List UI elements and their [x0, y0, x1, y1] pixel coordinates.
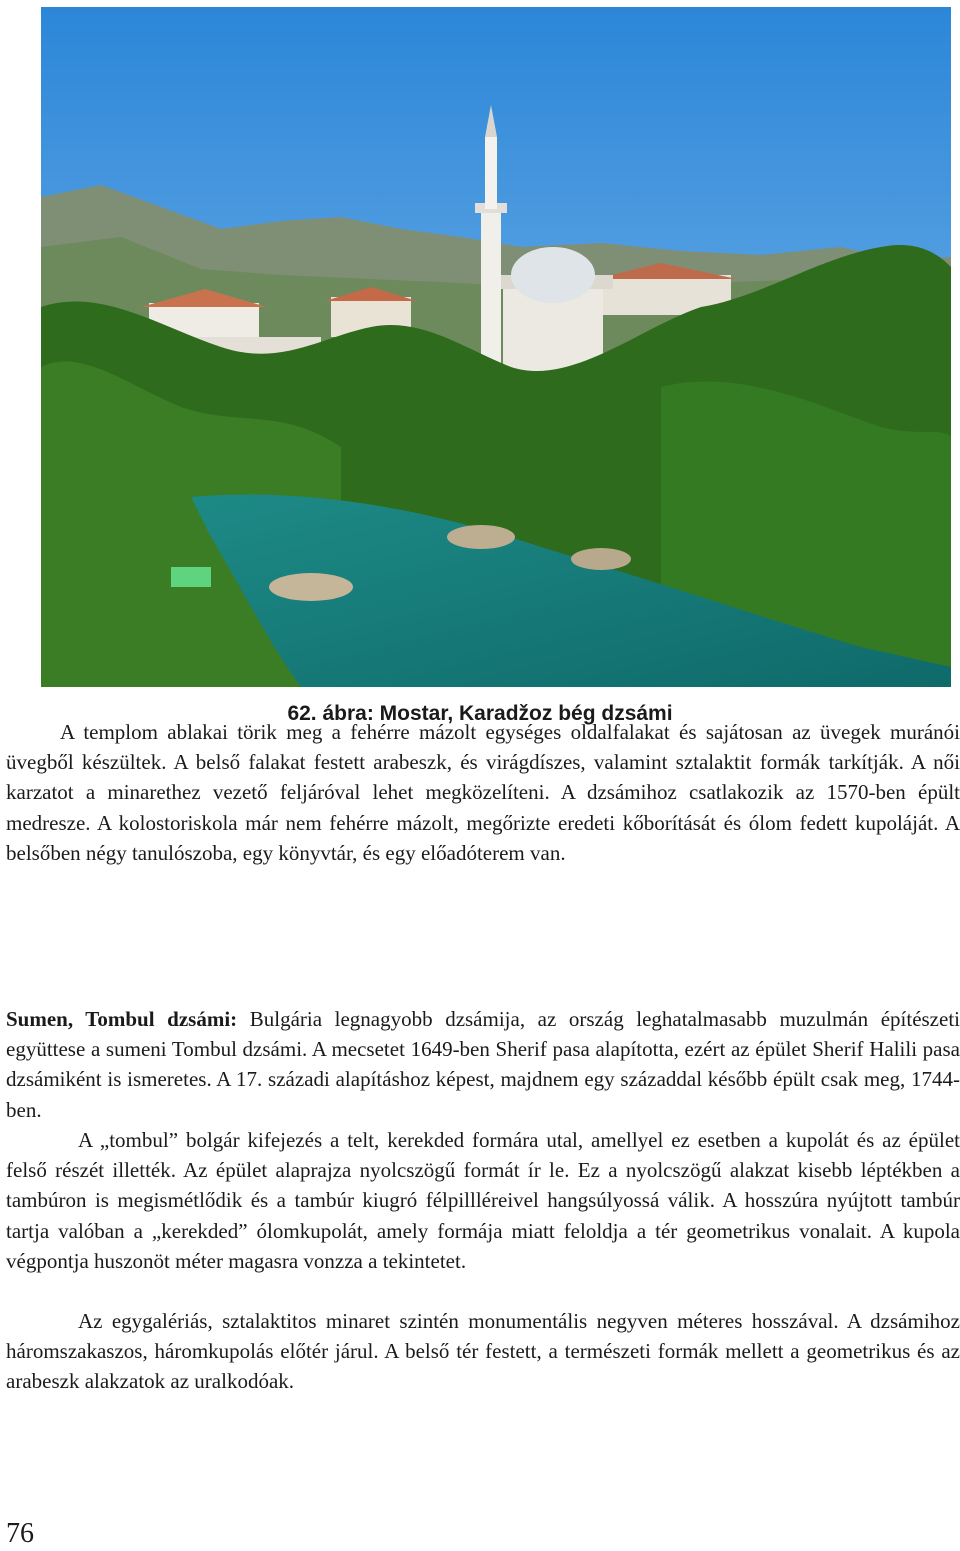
- paragraph-mosque-description: A templom ablakai törik meg a fehérre mázolt egységes oldalfalakat és sajátosan az üvegek muránói üvegből készültek. A belső falakat festett arabeszk, és virágdíszes, valamint sztalaktit formák tarkítják. A női karzatot a minarethez vezető feljáróval lehet megközelíteni. A dzsámihoz csatlakozik az 1570-ben épült medresze. A kolostoriskola már nem fehérre mázolt, megőrizte eredeti kőborítását és ólom fedett kupoláját. A belsőben négy tanulószoba, egy könyvtár, és egy előadóterem van.: [6, 720, 960, 865]
- photo-illustration: [41, 7, 951, 687]
- figure-caption: 62. ábra: Mostar, Karadžoz bég dzsámi: [287, 702, 673, 725]
- sumen-heading: Sumen, Tombul dzsámi:: [6, 1007, 238, 1031]
- paragraph-tombul-dome: A „tombul” bolgár kifejezés a telt, kerekded formára utal, amellyel ez esetben a kupolát és az épület felső részét illették. Az épület alaprajza nyolcszögű formát ír le. Ez a nyolcszögű alakzat kisebb léptékben a tambúron is megismétlődik és a tambúr kiugró félpillléreivel hangsúlyossá válik. A hosszúra nyújtott tambúr tartja valóban a „kerekded” ólomkupolát, amely formája miatt feloldja a tér geometrikus vonalait. A kupola végpontja huszonöt méter magasra vonzza a tekintetet.: [6, 1128, 960, 1273]
- page-number: 76: [6, 1518, 34, 1549]
- paragraph-minaret: Az egygalériás, sztalaktitos minaret szintén monumentális negyven méteres hosszával. A dzsámihoz háromszakaszos, háromkupolás előtér járul. A belső tér festett, a természeti formák mellett a geometrikus és az arabeszk alakzatok az uralkodóak.: [6, 1309, 960, 1394]
- green-roof: [171, 567, 211, 587]
- paragraph-sumen-intro: [6, 1004, 960, 1125]
- mosque-photo: [41, 7, 951, 687]
- sumen-intro-text: Bulgária legnagyobb dzsámija, az ország leghatalmasabb muzulmán építészeti együttese a sumeni Tombul dzsámi. A mecsetet 1649-ben Sherif pasa alapította, ezért az épület Sherif Halili pasa dzsámiként is ismeretes. A 17. századi alapításhoz képest, majdnem egy századdal később épült csak meg, 1744-ben.: [6, 1007, 960, 1122]
